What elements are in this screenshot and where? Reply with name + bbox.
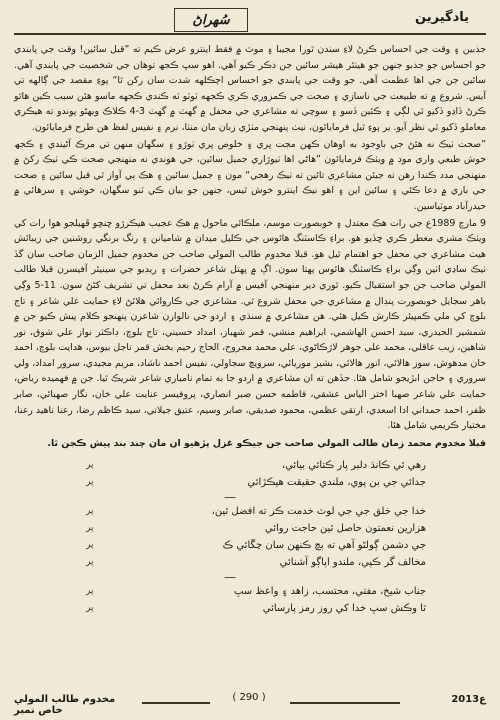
poem [14, 457, 486, 617]
page [14, 6, 486, 716]
page-number: ( 290 ) [232, 692, 266, 703]
section-title: يادگيرين [415, 10, 469, 25]
verse-line: خدا جي خلق جي جي لوٽ خدمت ڪر ته افضل ٿين، پر [86, 506, 426, 518]
header-rule [14, 33, 486, 35]
verse-line: جناب شيخ، مفتي، محتسب، زاهد ۽ واعظ سڀ پر [86, 586, 426, 598]
stanza-2 [14, 503, 486, 571]
paragraph-2: ”صحت ٺيڪ نه هئڻ جي باوجود به اوهان ڪهن مجت ڀري ۽ خلوص ڀري ٺوڙو ۽ سگهان منهن تي مرڪ آڻيندي ۽ ڪجھ خوش طبعي واري موڊ ۾ ويٺڪ فرمايائون ”هاڻي اها ٺيوڙاري جميل سائين، جي هوندي نه منهنجي صحت ڪي ٺيڪ رکڻ ۾ منهنجي مدد ڪندا رهن ته جيئن مشاعري تائين ته ٺيڪ رهجي“ مون ۽ جميل سائين ۽ هڪ ٻي آواز ٿي قبل سائين ۽ صحت جي باري ۾ دعا ڪئي ۽ سائين اين ۽ اهو نيڪ اينترو خوش ٿيس، جنهن جو بيان ڪي ٽنو سگهان، خوشي ۽ سرهائي ۾ حيدرآباد موٽياسين. [14, 138, 486, 212]
stanza-separator: — [224, 489, 236, 504]
page-header [14, 6, 486, 36]
verse-line: هزارين نعمتون حاصل ٿين حاجت روائي پر [86, 523, 426, 535]
verse-line: رهي ٿي ڪانڌ دلبر پار ڪتائي بيائي، پر [86, 460, 426, 472]
verse-line: ٿا وڪش سڀ خدا کي روز رمز پارسائي پر [86, 603, 426, 615]
stanza-3 [14, 583, 486, 617]
magazine-logo [174, 8, 248, 32]
stanza-separator: — [224, 569, 236, 584]
footer-rule-left [142, 702, 210, 704]
issue-title: مخدوم طالب المولي خاص نمبر [14, 694, 116, 716]
article-body [14, 42, 486, 617]
poem-intro: قبلا مخدوم محمد زمان طالب المولي صاحب جن جيڪو غزل پڙهيو ان مان چند بند پيش ڪجن ٿا. [47, 437, 486, 449]
verse-line: مخالف گر ڪپي، ملندو اپاڳو آشنائي پر [86, 557, 426, 569]
logo-text: سُهراڻ [192, 12, 230, 28]
paragraph-1: جذبين ۽ وقت جي احساس ڪرڻ لاءِ سندن ٿورا مجيبا ۽ موٽ ۾ فقط اينترو عرض ڪيم ته ”قبل سائين! وقت جي پابندي جو احساس جو جذبو جنهن جو هيٺئر هيشر سائين جن ذڪر ڪيو آهي. اهو سڀ ڪجھ توهان جي شخصيت جي پابندي آهي. سائين جن جي اها عظمت آهي. جو وقت جي پابندي جو احساس اڄڪلهه شدت سان رکن ٿا“ پوءِ مقصد جي ڳالهه تي آيس. شروع ۾ ته طبيعت جي ناسازي ۽ صحت جي ڪمزوري ڪري ڪجهه ٽوٽو ٽه ڪندي ڪجهه ماسو هئن سبب ڪين هاٿو ڪرڻ ڏاڍو ڏکيو ٿي لڳي ۽ ڪئين ڏسو ۽ سوچي ته مشاعري جي محفل ۾ گهٽ ۾ گهٽ 3-4 ڪلاڪ ويهڻو پوندو ته هيڪري معاملو ڏکيو ٿي نظر آيو. ير پوءِ ٿيل فرمايائون، نيٺ پنهنجي مٺڙي زبان مان منٺا، نرم ۽ نفيس لفظ هن طرح فرمايائون. [14, 44, 486, 133]
issue-year: 2013ع [451, 694, 486, 705]
verse-line: جي دشمن ڳولڻو آهي ته ٻچ ڪنهن سان چڱائي ڪ پر [86, 540, 426, 552]
paragraph-3: 9 مارچ 1989ع جي رات هڪ معتدل ۽ خوبصورت موسم، ملڪائي ماحول ۾ هڪ عجيب هيڪرڙو ڇنڇو ڦهيلجو هوا رات کي ويٺڪ مشري معطر ڪري ڇڏيو هو. براءِ ڪاسٽنگ هائوس جي ڪليل ميدان ۾ شاميانن ۽ رنگ برنگي روشنين جي زيبائش هيٺ مشاعري جي محفل جو اهتمام ٿيل هو. قبلا مخدوم طالب المولي صاحب جن مخدوم جميل الزمان صاحب سان گڏ ٺيڪ ساڍي اٺين وڳي براءِ ڪاسٽنگ هائوس پهتا سون. اڳ ۾ پهتل شاعر حضرات ۽ ريڊيو جي سينيئر آفيسرن قبلا طالب المولي صاحب جن جو استقبال ڪيو. ٿوري دير منهنجي آفيس ۾ آرام ڪرڻ بعد محفل تي تشريف کڻڻ سون. 11-5 وڳي باهر سجايل خوبصورت پنڊال ۾ مشاعري جي محفل شروع ٿي. مشاعري جي ڪاروائي هلائڻ لاءِ حمايت علي شاعر ۽ تاج بلوچ کي ملي ڪمپيئر ڪارش ڪيل هئي. هن مشاعري ۾ سنڌي ۽ اردو جي نالوارن شاعرن پنهنجو ڪلام پيش ڪيو جن ۾ شمشير الحيدري، سيد احسن الهاشمي، ابراهيم منشي، قمر شهباز، امداد حسيني، تاج بلوچ، ڊاڪٽر نواز علي شوق، نور شاهين، زيب عاقلي، محمد علي جوهر لاڙڪاڻوي، علي محمد مجروح، الحاج رحيم بخش قمر تاجل بيوس، هدايت بلوچ، احمد خان مدهوش، سوز هالائي، انور هالائي، بشير موريائي، سرويچ سجاولي، نفيس احمد ناشاد، مريم مجيدي، سرور امداد، ولي سروري ۽ حاجن ابڙيجو شامل هئا. جڏهن ته ان مشاعري ۾ اردو جا به تمام نامياري شاعر شريڪ ٿيا. جن ۾ فهميده رياض، حمايت علي شاعر صهبا اختر الياس عشقي، فاطمه حسن صبر انصاري، پروفيسر عنايت علي خان، نگار صهبائي، صابر ظفر، احمد حمداني ادا اسعدي، ارتقي عظمي، محمود صديقي، صابر وسيم، عتيق جيلاني، سيد ڪاظم رضا، رعنا ناهيد رعنا، مختيار ڪريمي شامل هئا. [14, 217, 486, 432]
footer-rule-right [290, 702, 400, 704]
page-footer [14, 688, 486, 716]
verse-line: جدائي جي بن پوي، ملندي حقيقت هيڪڙائي پر [86, 477, 426, 489]
stanza-1 [14, 457, 486, 491]
